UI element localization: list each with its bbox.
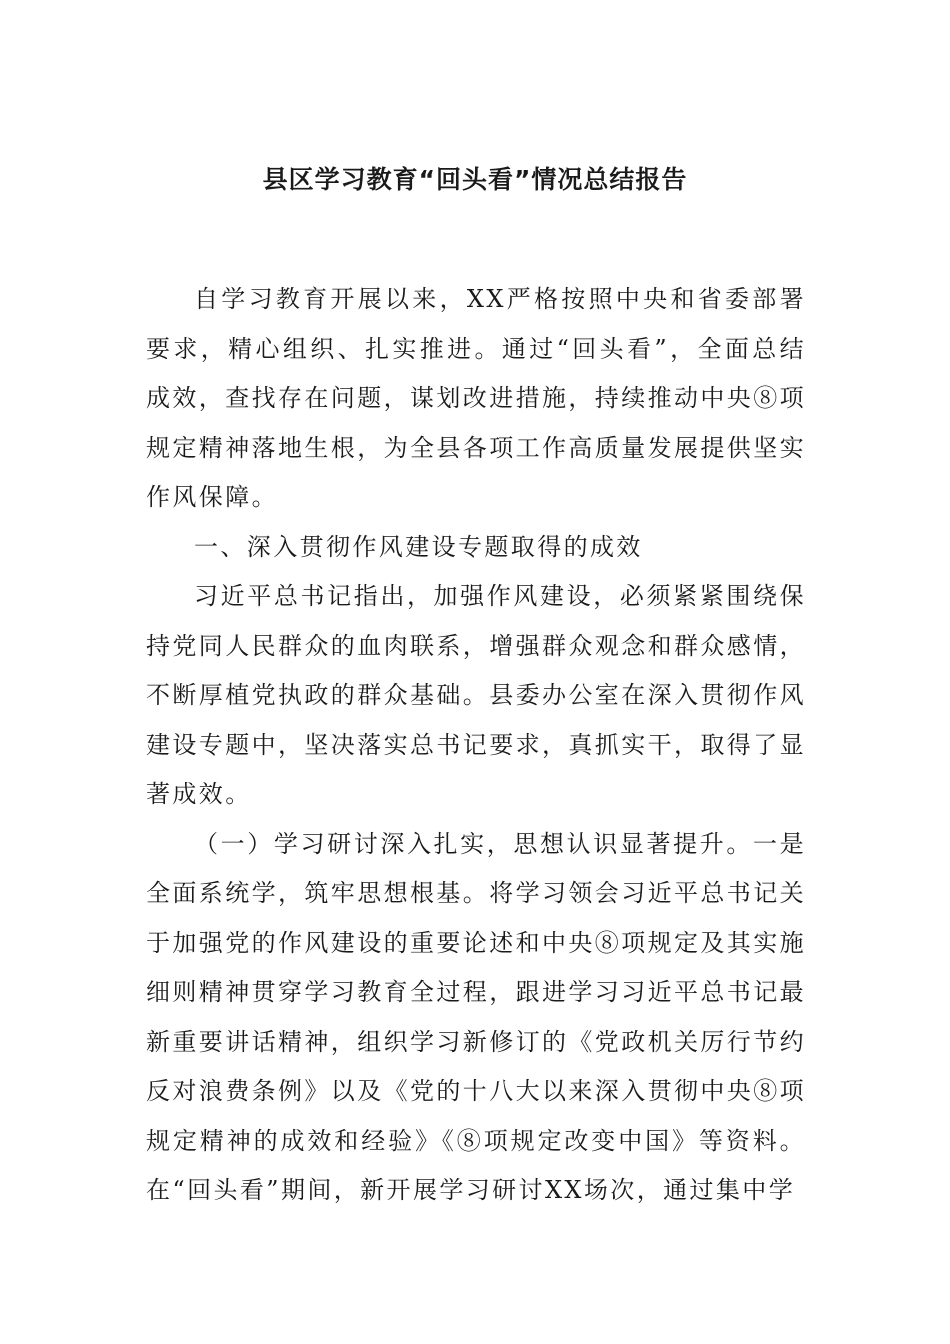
section-heading: 一、深入贯彻作风建设专题取得的成效: [194, 532, 643, 561]
document-body: [146, 275, 806, 1216]
document-title: 县区学习教育“回头看”情况总结报告: [262, 165, 688, 194]
body-paragraph: 习近平总书记指出，加强作风建设，必须紧紧围绕保持党同人民群众的血肉联系，增强群众观念和群众感情，不断厚植党执政的群众基础。县委办公室在深入贯彻作风建设专题中，坚决落实总书记要求，真抓实干，取得了显著成效。: [146, 582, 806, 808]
intro-paragraph: 自学习教育开展以来，XX严格按照中央和省委部署要求，精心组织、扎实推进。通过“回头看”，全面总结成效，查找存在问题，谋划改进措施，持续推动中央⑧项规定精神落地生根，为全县各项工作高质量发展提供坚实作风保障。: [146, 285, 806, 511]
body-paragraph: （一）学习研讨深入扎实，思想认识显著提升。一是全面系统学，筑牢思想根基。将学习领会习近平总书记关于加强党的作风建设的重要论述和中央⑧项规定及其实施细则精神贯穿学习教育全过程，跟进学习习近平总书记最新重要讲话精神，组织学习新修订的《党政机关厉行节约反对浪费条例》以及《党的十八大以来深入贯彻中央⑧项规定精神的成效和经验》《⑧项规定改变中国》等资料。在“回头看”期间，新开展学习研讨XX场次，通过集中学: [146, 829, 806, 1204]
